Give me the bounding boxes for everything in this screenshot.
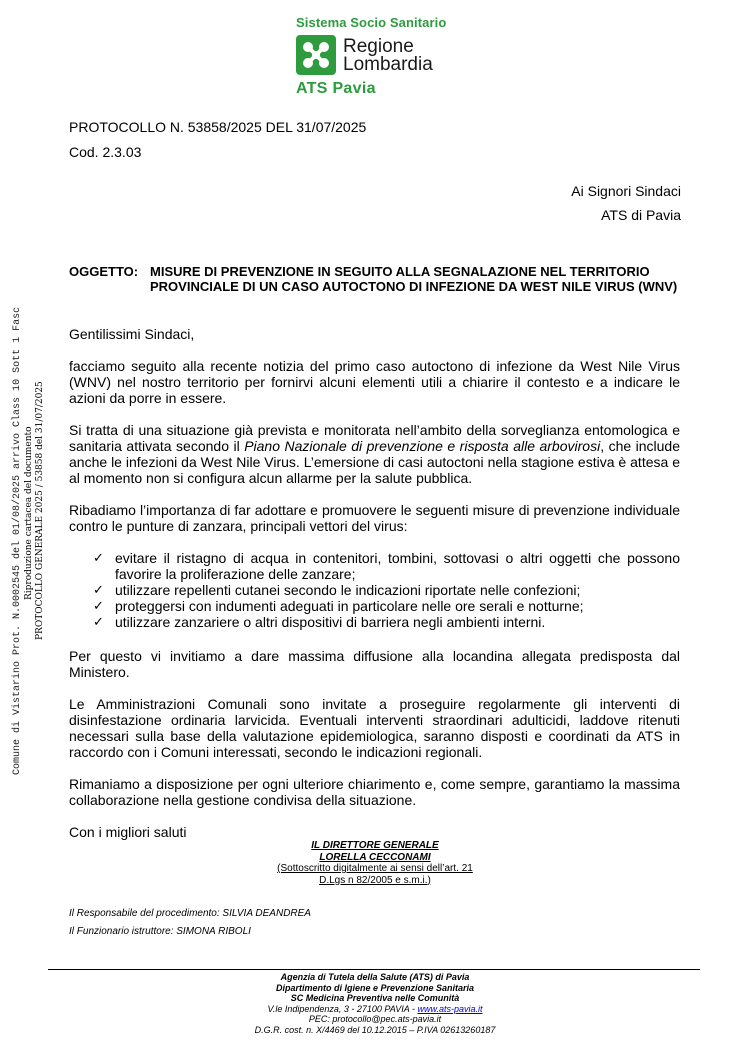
signature-note-1: (Sottoscritto digitalmente ai sensi dell’art. 21 xyxy=(277,863,473,874)
check-icon: ✓ xyxy=(93,614,104,629)
footer-unit: SC Medicina Preventiva nelle Comunità xyxy=(290,993,460,1003)
list-item: ✓ utilizzare repellenti cutanei secondo le indicazioni riportate nelle confezioni; xyxy=(93,582,581,598)
greeting: Gentilissimi Sindaci, xyxy=(69,326,195,342)
protocol-code: Cod. 2.3.03 xyxy=(69,144,142,160)
procedure-officer: Il Funzionario istruttore: SIMONA RIBOLI xyxy=(69,926,251,937)
plan-title: Piano Nazionale di prevenzione e risposta alle arbovirosi xyxy=(244,438,601,454)
paragraph-1: facciamo seguito alla recente notizia del primo caso autoctono di infezione da West Nile Virus (WNV) nel nostro territorio per fornirvi alcuni elementi utili a chiarire il contesto e a indicare le azioni da porre in essere. xyxy=(69,358,680,406)
list-item: ✓ evitare il ristagno di acqua in contenitori, tombini, sottovasi o altri oggetti che possono favorire la proliferazione delle zanzare; xyxy=(93,550,680,582)
footer-department: Dipartimento di Igiene e Prevenzione Sanitaria xyxy=(275,982,475,993)
paragraph-3: Ribadiamo l’importanza di far adottare e promuovere le seguenti misure di prevenzione individuale contro le punture di zanzara, principali vettori del virus: xyxy=(69,502,680,534)
footer-address: V.le Indipendenza, 3 - 27100 PAVIA - www.ats-pavia.it xyxy=(267,1003,483,1014)
check-icon: ✓ xyxy=(93,598,104,613)
footer-divider xyxy=(48,969,700,970)
protocol-number: PROTOCOLLO N. 53858/2025 DEL 31/07/2025 xyxy=(69,119,367,135)
measures-list xyxy=(69,550,680,630)
closing: Con i migliori saluti xyxy=(69,824,187,840)
subject-label: OGGETTO: xyxy=(69,264,139,279)
side-protocol-stamp: Comune di Vistarino Prot. N.0002545 del 01/08/2025 arrivo Class 10 Sott 1 Fasc xyxy=(12,306,23,775)
signature-name: LORELLA CECCONAMI xyxy=(319,851,431,863)
logo-system-text: Sistema Socio Sanitario xyxy=(296,15,447,30)
logo-ats-name: ATS Pavia xyxy=(296,80,376,97)
procedure-responsible: Il Responsabile del procedimento: SILVIA DEANDREA xyxy=(69,908,311,919)
footer-agency: Agenzia di Tutela della Salute (ATS) di Pavia xyxy=(280,972,470,982)
paragraph-2: Si tratta di una situazione già prevista e monitorata nell’ambito della sorveglianza entomologica e sanitaria attivata secondo il Piano Nazionale di prevenzione e risposta alle arbovirosi, che include anche le infezioni da West Nile Virus. L’emersione di casi autoctoni nella stagione estiva è attesa e al momento non si configura alcun allarme per la salute pubblica. xyxy=(69,422,681,486)
logo-region-name: Regione Lombardia xyxy=(343,36,433,75)
paragraph-6: Rimaniamo a disposizione per ogni ulteriore chiarimento e, come sempre, garantiamo la massima collaborazione nella gestione condivisa della situazione. xyxy=(69,776,680,808)
regione-lombardia-logo-icon xyxy=(296,35,336,75)
signature-role: IL DIRETTORE GENERALE xyxy=(311,840,439,851)
check-icon: ✓ xyxy=(93,582,104,597)
footer-website-link[interactable]: www.ats-pavia.it xyxy=(417,1003,483,1014)
footer-pec: PEC: protocollo@pec.ats-pavia.it xyxy=(308,1014,442,1024)
list-item: ✓ utilizzare zanzariere o altri dispositivi di barriera negli ambienti interni. xyxy=(93,614,546,630)
paragraph-5: Le Amministrazioni Comunali sono invitate a proseguire regolarmente gli interventi di disinfestazione ordinaria larvicida. Eventuali interventi straordinari adulticidi, laddove ritenuti necessari sulla base della valutazione epidemiologica, saranno disposti e coordinati da ATS in raccordo con i Comuni interessati, secondo le indicazioni regionali. xyxy=(69,696,680,760)
signature-note-2: D.Lgs n 82/2005 e s.m.i.) xyxy=(319,874,431,886)
side-copy-stamp: Riproduzione cartacea del documento xyxy=(24,426,34,600)
paragraph-4: Per questo vi invitiamo a dare massima diffusione alla locandina allegata predisposta dal Ministero. xyxy=(69,648,680,680)
subject-text: MISURE DI PREVENZIONE IN SEGUITO ALLA SEGNALAZIONE NEL TERRITORIO PROVINCIALE DI UN CASO AUTOCTONO DI INFEZIONE DA WEST NILE VIRUS (WNV) xyxy=(150,264,678,294)
check-icon: ✓ xyxy=(93,550,104,565)
signature-block xyxy=(260,840,490,886)
list-item: ✓ proteggersi con indumenti adeguati in particolare nelle ore serali e notturne; xyxy=(93,598,584,614)
footer-registry: D.G.R. cost. n. X/4469 del 10.12.2015 – P.IVA 02613260187 xyxy=(254,1024,496,1035)
recipient-line-1: Ai Signori Sindaci xyxy=(571,183,681,199)
recipient-line-2: ATS di Pavia xyxy=(601,207,681,223)
side-general-protocol-stamp: PROTOCOLLO GENERALE 2025 / 53858 del 31/07/2025 xyxy=(35,381,45,640)
footer xyxy=(200,972,550,1035)
